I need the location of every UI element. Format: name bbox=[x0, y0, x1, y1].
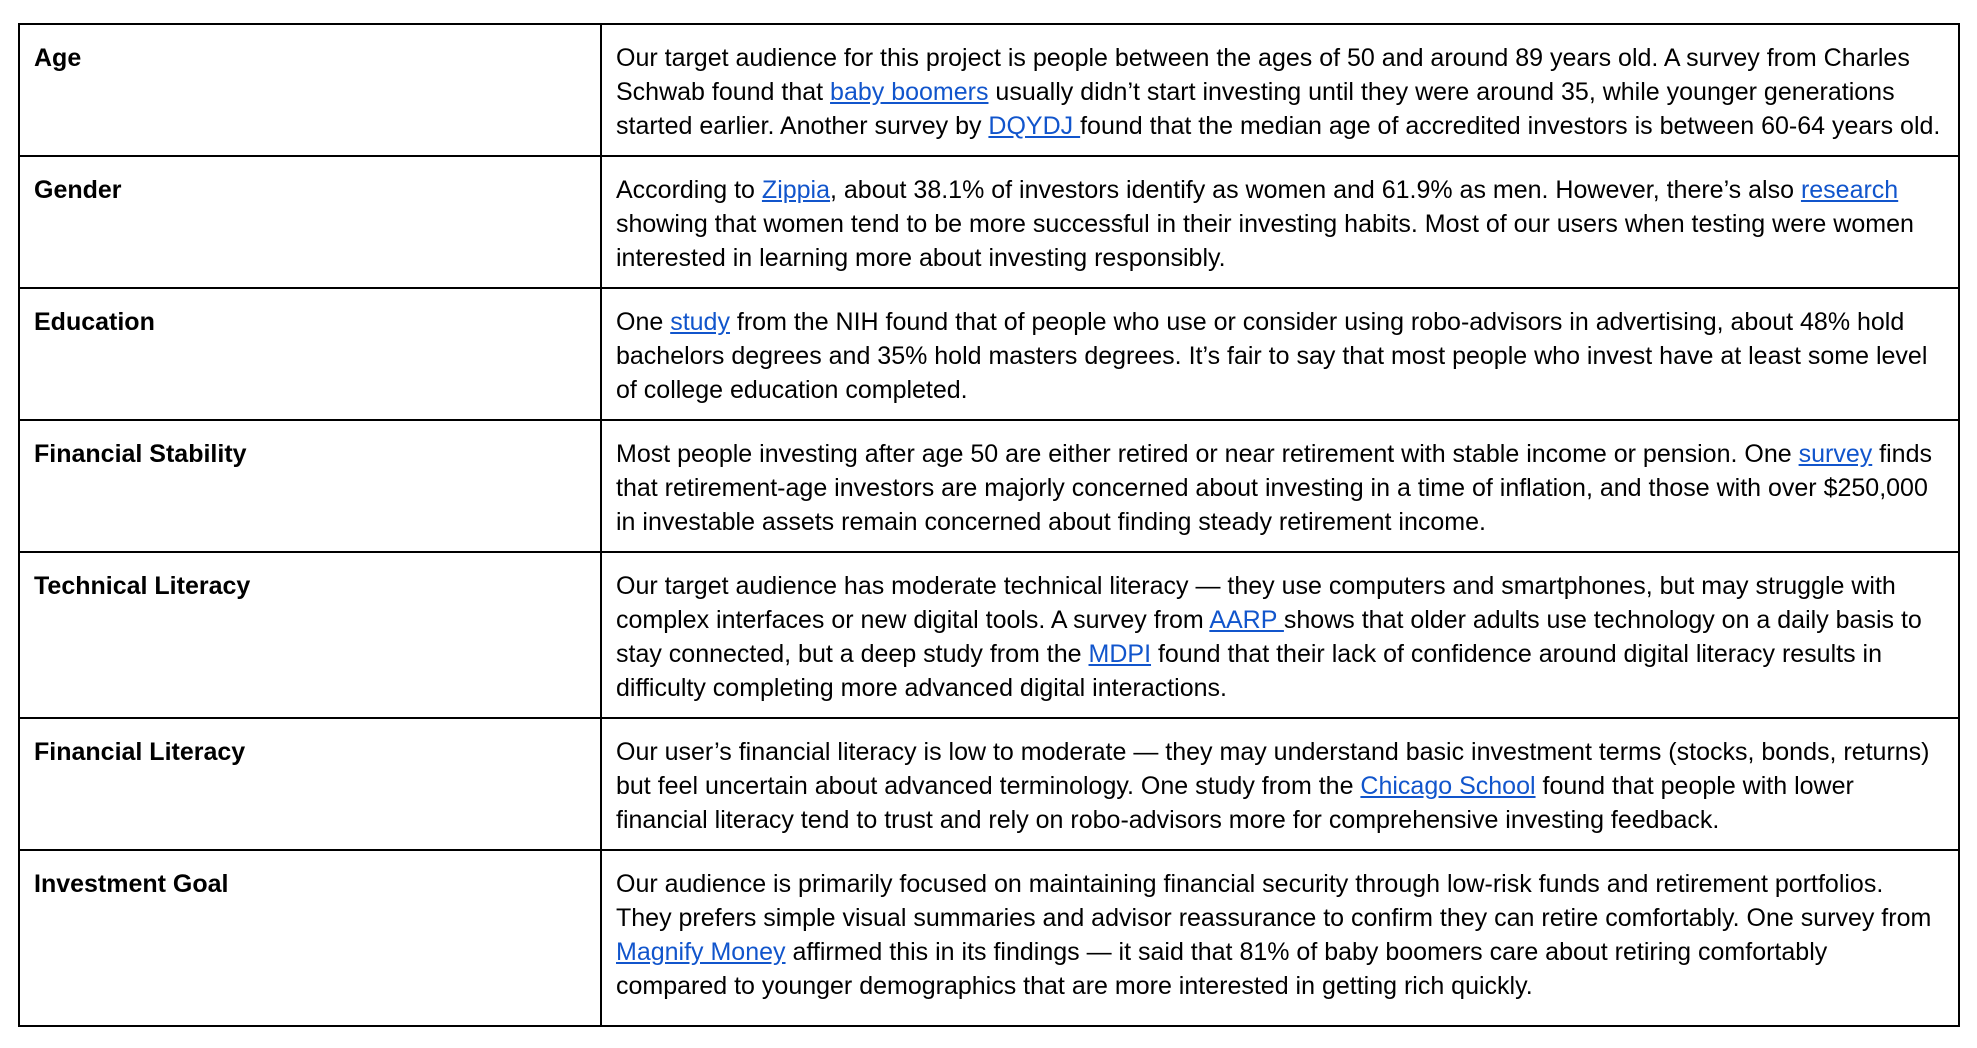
description-text: Our audience is primarily focused on maintaining financial security through low-risk funds and retirement portfolios. They prefers simple visual summaries and advisor reassurance to confirm they can retire comfortably. One survey from bbox=[616, 870, 1932, 932]
source-link[interactable]: Zippia bbox=[761, 176, 831, 204]
source-link[interactable]: Magnify Money bbox=[616, 938, 786, 966]
table-row bbox=[19, 718, 1959, 850]
row-description bbox=[601, 156, 1959, 288]
row-label: Financial Literacy bbox=[19, 718, 601, 850]
description-text: usually didn’t start investing until they were around 35, while younger generations started earlier. Another survey by bbox=[616, 78, 1895, 140]
description-text: shows that older adults use technology on a daily basis to stay connected, but a deep study from the bbox=[616, 606, 1922, 668]
row-label: Education bbox=[19, 288, 601, 420]
description-text: , about 38.1% of investors identify as women and 61.9% as men. However, there’s also bbox=[830, 176, 1801, 204]
description-text: Our target audience has moderate technical literacy — they use computers and smartphones, but may struggle with complex interfaces or new digital tools. A survey from bbox=[616, 572, 1896, 634]
row-description bbox=[601, 420, 1959, 552]
description-text: One bbox=[616, 308, 671, 336]
description-text: affirmed this in its findings — it said that 81% of baby boomers care about retiring comfortably compared to younger demographics that are more interested in getting rich quickly. bbox=[616, 938, 1828, 1000]
description-text: found that people with lower financial literacy tend to trust and rely on robo-advisors more for comprehensive investing feedback. bbox=[616, 772, 1854, 834]
source-link[interactable]: MDPI bbox=[1088, 640, 1152, 668]
source-link[interactable]: DQYDJ bbox=[988, 112, 1081, 140]
table-row bbox=[19, 288, 1959, 420]
description-text: found that their lack of confidence around digital literacy results in difficulty completing more advanced digital interactions. bbox=[616, 640, 1882, 702]
description-text: finds that retirement-age investors are majorly concerned about investing in a time of inflation, and those with over $250,000 in investable assets remain concerned about finding steady retirement income. bbox=[616, 440, 1932, 536]
table-row bbox=[19, 24, 1959, 156]
source-link[interactable]: Chicago School bbox=[1360, 772, 1536, 800]
row-label: Technical Literacy bbox=[19, 552, 601, 718]
source-link[interactable]: study bbox=[670, 308, 730, 336]
row-label: Financial Stability bbox=[19, 420, 601, 552]
description-text: Our user’s financial literacy is low to moderate — they may understand basic investment terms (stocks, bonds, returns) but feel uncertain about advanced terminology. One study from the bbox=[616, 738, 1930, 800]
description-text: Most people investing after age 50 are either retired or near retirement with stable income or pension. One bbox=[616, 440, 1799, 468]
description-text: According to bbox=[616, 176, 762, 204]
row-description bbox=[601, 552, 1959, 718]
description-text: Our target audience for this project is people between the ages of 50 and around 89 years old. A survey from Charles Schwab found that bbox=[616, 44, 1910, 106]
table-row bbox=[19, 552, 1959, 718]
row-description bbox=[601, 850, 1959, 1026]
row-description bbox=[601, 24, 1959, 156]
row-description bbox=[601, 718, 1959, 850]
row-description bbox=[601, 288, 1959, 420]
description-text: from the NIH found that of people who use or consider using robo-advisors in advertising, about 48% hold bachelors degrees and 35% hold masters degrees. It’s fair to say that most people who invest have at least some level of college education completed. bbox=[616, 308, 1928, 404]
source-link[interactable]: survey bbox=[1798, 440, 1873, 468]
row-label: Investment Goal bbox=[19, 850, 601, 1026]
table-row bbox=[19, 420, 1959, 552]
audience-table bbox=[18, 23, 1960, 1027]
source-link[interactable]: baby boomers bbox=[830, 78, 989, 106]
source-link[interactable]: AARP bbox=[1209, 606, 1284, 634]
row-label: Age bbox=[19, 24, 601, 156]
table-row bbox=[19, 850, 1959, 1026]
audience-table-body bbox=[19, 24, 1959, 1026]
row-label: Gender bbox=[19, 156, 601, 288]
table-row bbox=[19, 156, 1959, 288]
source-link[interactable]: research bbox=[1800, 176, 1899, 204]
description-text: found that the median age of accredited investors is between 60-64 years old. bbox=[1080, 112, 1941, 140]
description-text: showing that women tend to be more successful in their investing habits. Most of our users when testing were women interested in learning more about investing responsibly. bbox=[616, 210, 1914, 272]
